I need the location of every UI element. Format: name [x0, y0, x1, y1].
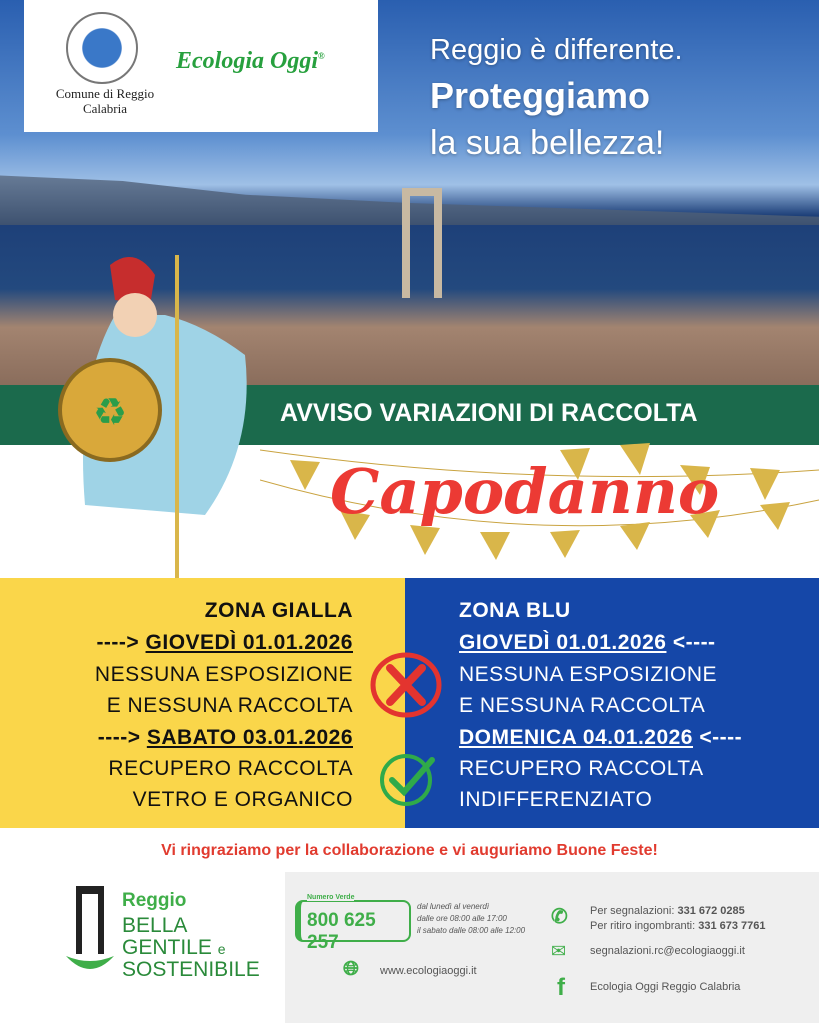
- monument: [402, 188, 442, 298]
- numero-verde[interactable]: 800 625 257: [307, 910, 376, 953]
- zona-blu-panel: [405, 578, 819, 828]
- logo-text: Reggio: [122, 890, 187, 911]
- logo-text: SOSTENIBILE: [122, 958, 260, 981]
- cross-icon: [368, 650, 444, 720]
- ecologia-oggi-logo: Ecologia Oggi®: [176, 48, 325, 74]
- thanks-message: Vi ringraziamo per la collaborazione e vi auguriamo Buone Feste!: [161, 842, 658, 859]
- reggio-logo: [0, 872, 285, 1023]
- banner-title: AVVISO VARIAZIONI DI RACCOLTA: [280, 399, 698, 427]
- athena-mascot: [55, 245, 265, 580]
- zona-gialla-panel: [0, 578, 405, 828]
- zona-gialla-date-1: ----> GIOVEDÌ 01.01.2026: [96, 631, 353, 654]
- zona-gialla-text: RECUPERO RACCOLTA: [108, 757, 353, 780]
- zona-blu-text: INDIFFERENZIATO: [459, 788, 653, 811]
- website-link[interactable]: www.ecologiaoggi.it: [380, 965, 477, 977]
- logo-text: BELLA: [122, 914, 188, 937]
- zona-gialla-text: NESSUNA ESPOSIZIONE: [94, 663, 353, 686]
- event-title: Capodanno: [330, 455, 720, 528]
- monument-logo-icon: [62, 886, 118, 982]
- facebook-icon: f: [557, 974, 565, 1001]
- numero-verde-box: [295, 894, 411, 953]
- logo-text: GENTILE e: [122, 936, 226, 959]
- comune-label: Comune di Reggio Calabria: [55, 86, 155, 116]
- contact-footer: [285, 872, 819, 1023]
- mail-icon: ✉: [551, 941, 567, 961]
- globe-icon: 🌐︎: [343, 958, 359, 980]
- check-icon: [378, 750, 438, 808]
- zona-gialla-text: E NESSUNA RACCOLTA: [106, 694, 353, 717]
- zona-blu-title: ZONA BLU: [459, 599, 571, 622]
- numero-verde-label: Numero Verde: [307, 894, 355, 901]
- tagline-2: Proteggiamo: [430, 75, 651, 116]
- zona-blu-text: E NESSUNA RACCOLTA: [459, 694, 706, 717]
- facebook-link[interactable]: Ecologia Oggi Reggio Calabria: [590, 981, 741, 993]
- zona-blu-date-2: DOMENICA 04.01.2026 <----: [459, 726, 743, 749]
- tagline-1: Reggio è differente.: [430, 34, 683, 66]
- zona-blu-date-1: GIOVEDÌ 01.01.2026 <----: [459, 631, 716, 654]
- email-link[interactable]: segnalazioni.rc@ecologiaoggi.it: [590, 945, 745, 957]
- zona-gialla-text: VETRO E ORGANICO: [132, 788, 353, 811]
- zona-blu-text: RECUPERO RACCOLTA: [459, 757, 704, 780]
- zona-gialla-title: ZONA GIALLA: [204, 599, 353, 622]
- zona-blu-text: NESSUNA ESPOSIZIONE: [459, 663, 718, 686]
- tagline-3: la sua bellezza!: [430, 124, 665, 162]
- svg-text:♻: ♻: [92, 392, 128, 434]
- zona-gialla-date-2: ----> SABATO 03.01.2026: [97, 726, 353, 749]
- whatsapp-icon: ✆: [551, 906, 568, 928]
- phone-numbers: Per segnalazioni: 331 672 0285 Per ritiro ingombranti: 331 673 7761: [590, 905, 766, 932]
- comune-seal: [66, 12, 138, 84]
- opening-hours: dal lunedì al venerdì dalle ore 08:00 alle 17:00 il sabato dalle 08:00 alle 12:00: [417, 902, 526, 935]
